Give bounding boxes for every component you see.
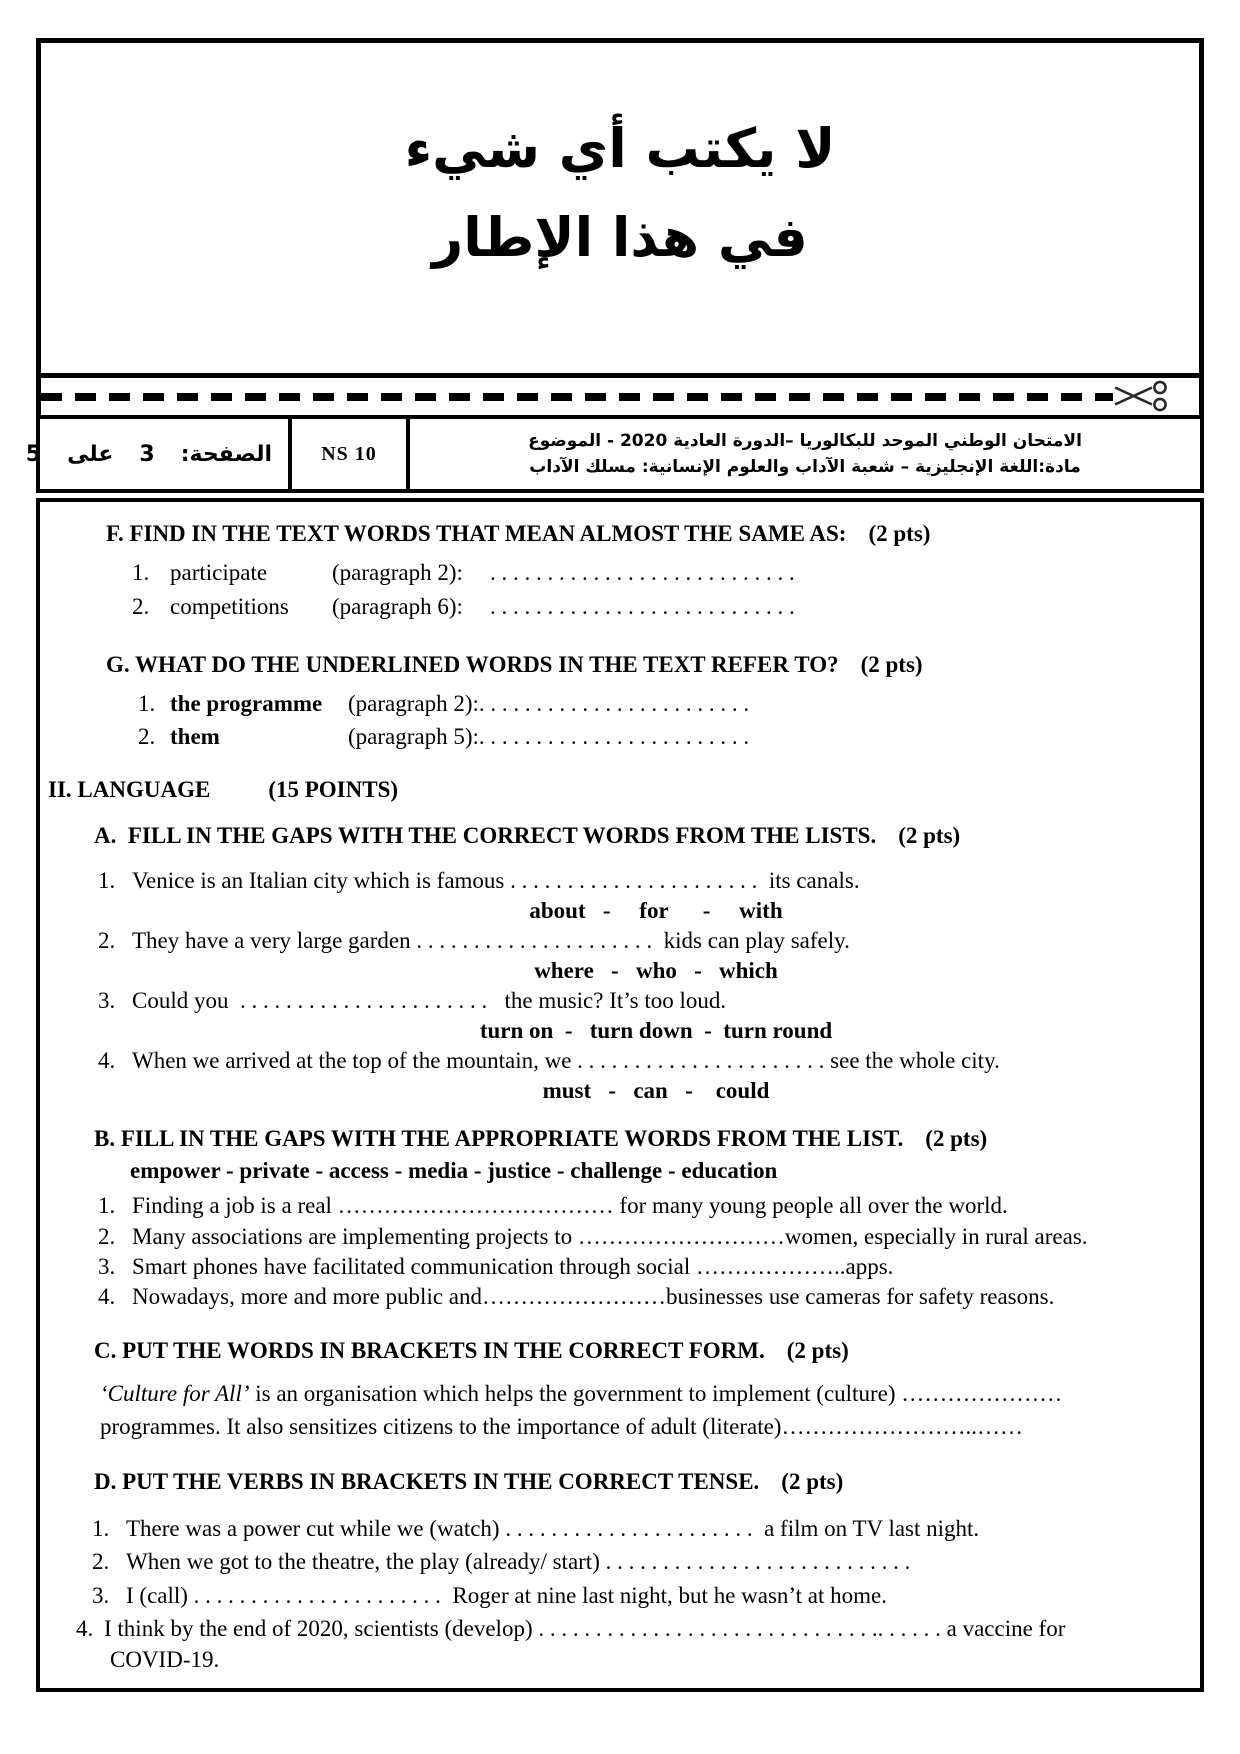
- item-ref: (paragraph 6):: [332, 593, 463, 619]
- exam-title-cell: [410, 419, 1200, 489]
- c-org-name: ‘Culture for All’: [100, 1381, 250, 1407]
- cut-dashed-line: [41, 393, 1113, 401]
- item-word: them: [170, 724, 220, 750]
- item-number: 1.: [138, 691, 156, 717]
- answer-dots: . . . . . . . . . . . . . . . . . . . . . . . .: [478, 691, 750, 717]
- c-paragraph-line: ‘Culture for All’ is an organisation which helps the government to implement (culture) …………………: [100, 1381, 1063, 1407]
- page-number: 3: [139, 441, 155, 467]
- item-number: 1.: [132, 560, 150, 586]
- d-item: 2. When we got to the theatre, the play (already/ start) . . . . . . . . . . . . . . . . . . . . . . . . . . .: [92, 1549, 911, 1575]
- notice-line-2: في هذا الإطار: [432, 206, 808, 269]
- answer-dots: . . . . . . . . . . . . . . . . . . . . . . . .: [478, 724, 750, 750]
- section-b-heading: B. FILL IN THE GAPS WITH THE APPROPRIATE WORDS FROM THE LIST. (2 pts): [94, 1126, 988, 1152]
- exam-title-line-1: الامتحان الوطني الموحد للبكالوريا –الدورة العادية 2020 - الموضوع: [528, 430, 1082, 451]
- section-f-heading: F. FIND IN THE TEXT WORDS THAT MEAN ALMOST THE SAME AS: (2 pts): [106, 521, 931, 546]
- choices-line: turn on - turn down - turn round: [479, 1018, 833, 1044]
- g-item: [138, 687, 1174, 720]
- item-number: 2.: [132, 593, 150, 619]
- a-item: 1. Venice is an Italian city which is famous . . . . . . . . . . . . . . . . . . . . . . its canals.: [98, 868, 860, 894]
- d-item: 1. There was a power cut while we (watch) . . . . . . . . . . . . . . . . . . . . . . a film on TV last night.: [92, 1515, 980, 1541]
- a-item: 3. Could you . . . . . . . . . . . . . . . . . . . . . . the music? It’s too loud.: [98, 987, 727, 1013]
- section-d-heading: D. PUT THE VERBS IN BRACKETS IN THE CORRECT TENSE. (2 pts): [94, 1468, 844, 1494]
- section-g-heading: G. WHAT DO THE UNDERLINED WORDS IN THE TEXT REFER TO? (2 pts): [106, 651, 923, 677]
- b-item: 2. Many associations are implementing projects to ………………………women, especially in rural areas.: [98, 1223, 1088, 1249]
- notice-box: [36, 38, 1204, 378]
- b-item: 4. Nowadays, more and more public and……………………businesses use cameras for safety reasons.: [98, 1284, 1055, 1310]
- c-paragraph-line: programmes. It also sensitizes citizens to the importance of adult (literate)……………………..……: [100, 1414, 1023, 1440]
- page-cell: [25, 419, 292, 489]
- item-word: participate: [170, 560, 268, 586]
- header-bar: [25, 415, 1204, 493]
- answer-dots: . . . . . . . . . . . . . . . . . . . . . . . . . . .: [490, 560, 795, 586]
- f-item: [132, 590, 1174, 623]
- cut-strip: [36, 378, 1204, 415]
- word-list: empower - private - access - media - justice - challenge - education: [130, 1157, 778, 1183]
- exam-title-line-2: مادة:اللغة الإنجليزية – شعبة الآداب والعلوم الإنسانية: مسلك الآداب: [529, 457, 1081, 477]
- language-heading: II. LANGUAGE (15 POINTS): [48, 776, 399, 802]
- item-word: competitions: [170, 593, 289, 619]
- choices-line: must - can - could: [542, 1077, 770, 1103]
- item-ref: (paragraph 2):: [348, 691, 479, 717]
- item-number: 2.: [138, 724, 156, 750]
- d-item: 3. I (call) . . . . . . . . . . . . . . . . . . . . . . Roger at nine last night, but he wasn’t at home.: [92, 1582, 887, 1608]
- page-total: 5: [25, 441, 42, 467]
- g-item: [138, 720, 1174, 753]
- a-item: 2. They have a very large garden . . . . . . . . . . . . . . . . . . . . . kids can play safely.: [98, 927, 850, 953]
- a-item: 4. When we arrived at the top of the mountain, we . . . . . . . . . . . . . . . . . . . . . . see the whole city.: [98, 1047, 1000, 1073]
- notice-line-1: لا يكتب أي شيء: [404, 116, 836, 180]
- scissors-icon: [1113, 380, 1173, 412]
- item-word: the programme: [170, 691, 323, 717]
- item-ref: (paragraph 5):: [348, 724, 479, 750]
- page-of-word: على: [67, 441, 114, 467]
- f-item: [132, 556, 1174, 589]
- b-item: 1. Finding a job is a real ……………………………… for many young people all over the world.: [98, 1193, 1008, 1219]
- choices-line: about - for - with: [529, 898, 783, 924]
- main-content-box: [36, 498, 1204, 1692]
- ns-code: NS 10: [292, 419, 410, 489]
- page-label: الصفحة:: [180, 441, 272, 467]
- d-item-continuation: COVID-19.: [110, 1647, 220, 1673]
- answer-dots: . . . . . . . . . . . . . . . . . . . . . . . . . . .: [490, 593, 795, 619]
- b-item: 3. Smart phones have facilitated communication through social ………………..apps.: [98, 1254, 894, 1280]
- choices-line: where - who - which: [534, 958, 778, 984]
- d-item: 4. I think by the end of 2020, scientists (develop) . . . . . . . . . . . . . . . . . . . . . . . . . . . . . .. . . . . . a vaccine for: [76, 1615, 1066, 1641]
- item-ref: (paragraph 2):: [332, 560, 463, 586]
- section-c-heading: C. PUT THE WORDS IN BRACKETS IN THE CORRECT FORM. (2 pts): [94, 1337, 849, 1363]
- section-a-heading: A. FILL IN THE GAPS WITH THE CORRECT WORDS FROM THE LISTS. (2 pts): [94, 822, 961, 848]
